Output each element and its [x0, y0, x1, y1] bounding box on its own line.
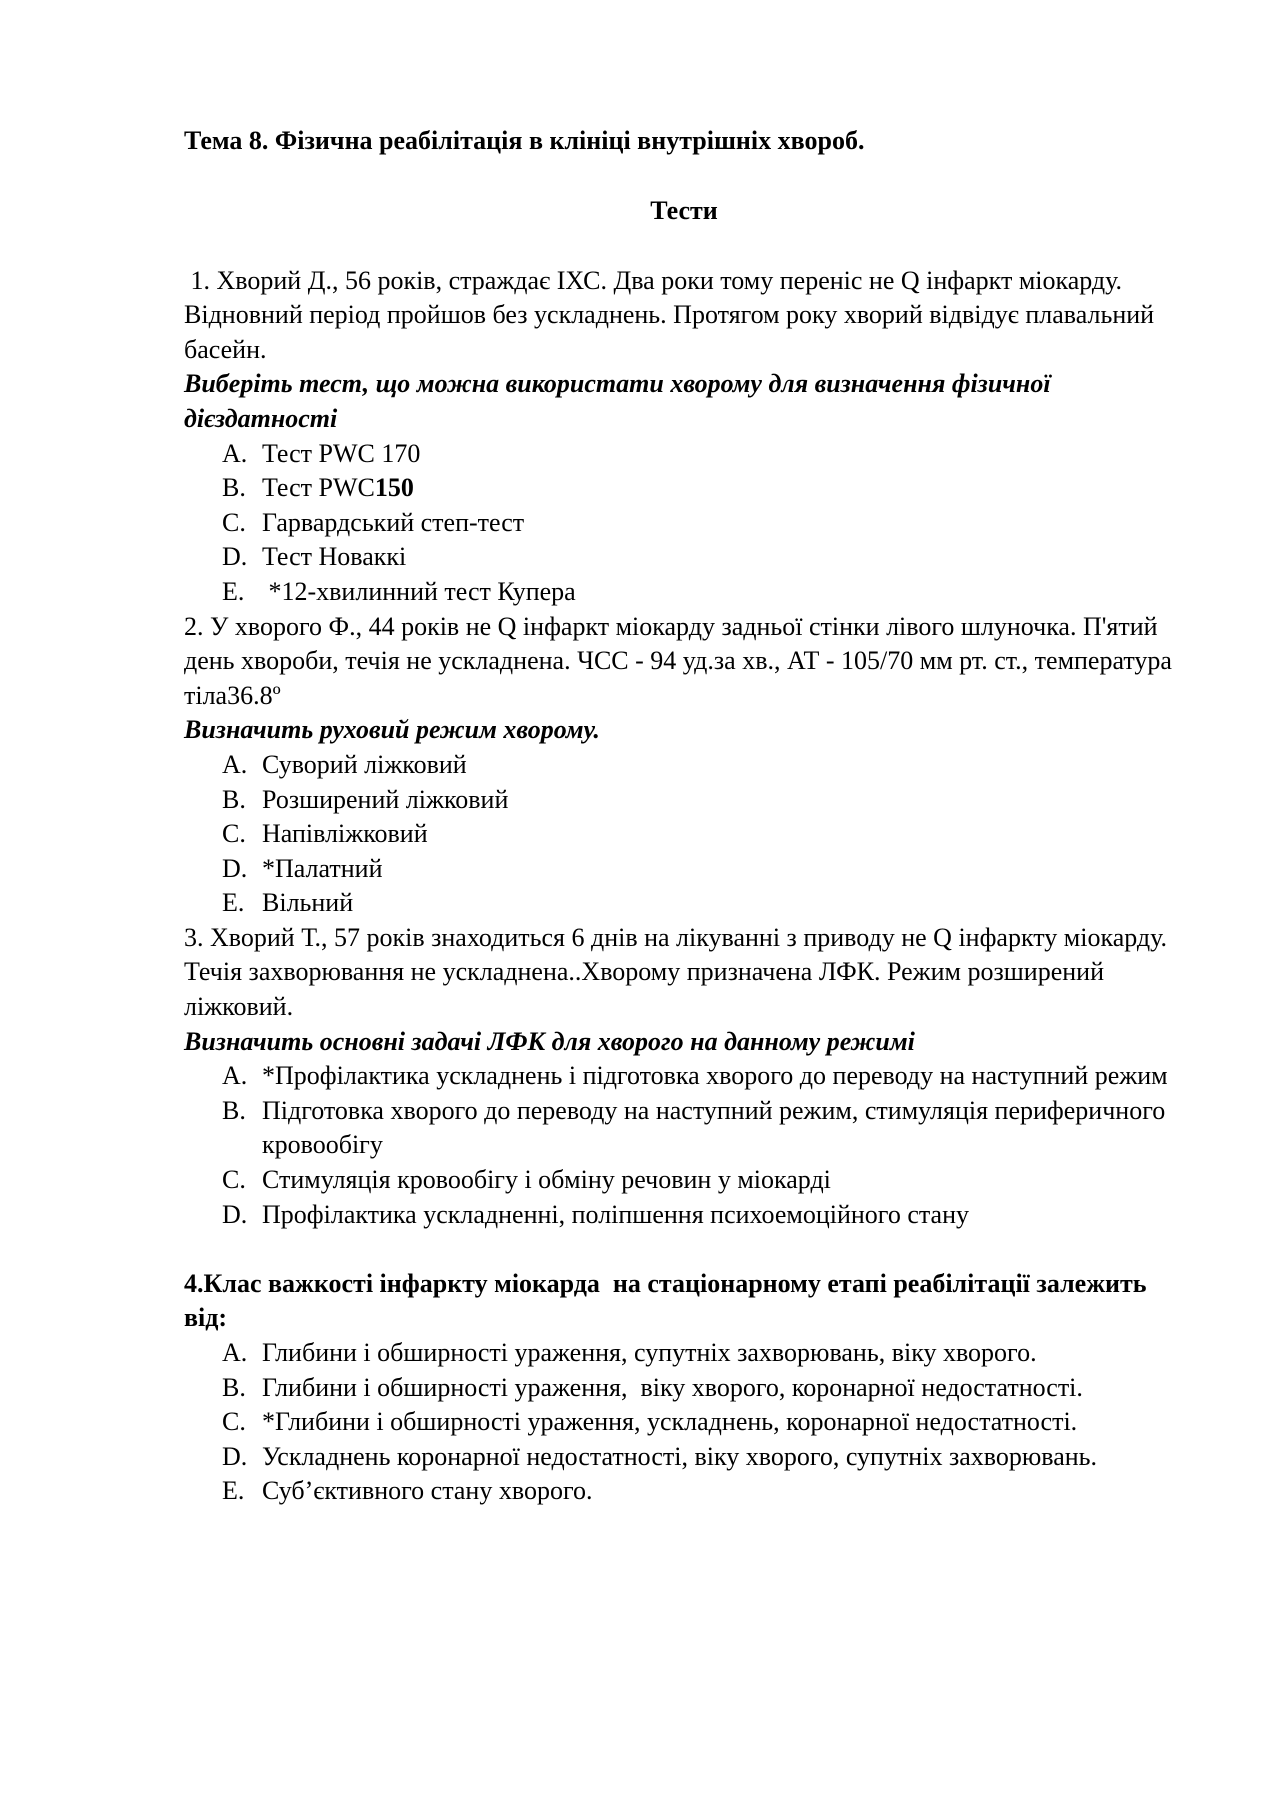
option-letter: D.	[222, 1441, 248, 1471]
section-subtitle: Тести	[650, 196, 718, 225]
option-text-bold: 150	[374, 473, 414, 503]
option-text: *Профілактика ускладнень і підготовка хворого до переводу на наступний режим	[262, 1061, 1168, 1091]
question-instruction: Визначить руховий режим хворому.	[184, 715, 600, 745]
option-text: Тест PWC	[262, 473, 375, 503]
option-text: Тест PWC 170	[262, 438, 421, 468]
document-page	[184, 124, 1184, 1509]
answer-option	[184, 1336, 1184, 1371]
option-letter: A.	[222, 438, 248, 468]
answer-option	[184, 1371, 1184, 1406]
answer-option	[184, 1405, 1184, 1440]
answer-option	[184, 817, 1184, 852]
answer-options	[184, 1336, 1184, 1509]
answer-options	[184, 1059, 1184, 1232]
option-text: Профілактика ускладненні, поліпшення психоемоційного стану	[262, 1199, 970, 1229]
option-text: Розширений ліжковий	[262, 784, 509, 814]
answer-option	[184, 783, 1184, 818]
option-text: *Палатний	[262, 853, 383, 883]
question-stem: 3. Хворий Т., 57 років знаходиться 6 днів на лікуванні з приводу не Q інфаркту міокарду. Течія захворювання не ускладнена..Хворому призначена ЛФК. Режим розширений ліжковий.	[184, 922, 1168, 1022]
question-stem: 1. Хворий Д., 56 років, страждає ІХС. Два роки тому переніс не Q інфаркт міокарду. Відновний період пройшов без ускладнень. Протягом року хворий відвідує плавальний басейн.	[184, 265, 1161, 364]
answer-options	[184, 748, 1184, 921]
option-letter: D.	[222, 1199, 248, 1229]
answer-option	[184, 886, 1184, 921]
answer-option	[184, 1163, 1184, 1198]
option-text: Ускладнень коронарної недостатності, віку хворого, супутніх захворювань.	[262, 1441, 1098, 1471]
option-letter: E.	[222, 1476, 245, 1506]
answer-option	[184, 540, 1184, 575]
page-title: Тема 8. Фізична реабілітація в клініці внутрішніх хвороб.	[184, 126, 865, 155]
question-1	[184, 264, 1184, 610]
answer-option	[184, 575, 1184, 610]
option-letter: E.	[222, 888, 245, 918]
option-text: Глибини і обширності ураження, супутніх захворювань, віку хворого.	[262, 1338, 1037, 1367]
option-text: Стимуляція кровообігу і обміну речовин у міокарді	[262, 1165, 831, 1195]
option-letter: A.	[222, 1061, 248, 1091]
answer-option	[184, 1198, 1184, 1233]
option-text: Суворий ліжковий	[262, 749, 467, 779]
answer-option	[184, 1059, 1184, 1094]
answer-option	[184, 852, 1184, 887]
question-stem: 4.Клас важкості інфаркту міокарда на стаціонарному етапі реабілітації залежить від:	[184, 1268, 1154, 1333]
option-text: *12-хвилинний тест Купера	[262, 576, 576, 606]
option-letter: C.	[222, 507, 246, 537]
option-letter: B.	[222, 473, 246, 503]
spacer	[184, 1232, 1184, 1267]
option-letter: D.	[222, 542, 248, 572]
answer-option	[184, 1474, 1184, 1509]
option-letter: E.	[222, 576, 245, 606]
option-text: Тест Новаккі	[262, 542, 407, 572]
question-instruction: Виберіть тест, що можна використати хворому для визначення фізичної дієздатності	[184, 369, 1051, 433]
question-instruction: Визначить основні задачі ЛФК для хворого на данному режимі	[184, 1026, 915, 1056]
option-text: Глибини і обширності ураження, віку хворого, коронарної недостатності.	[262, 1372, 1083, 1402]
question-3	[184, 921, 1184, 1232]
answer-option	[184, 471, 1184, 506]
option-text: Вільний	[262, 888, 354, 918]
question-2	[184, 610, 1184, 921]
question-4	[184, 1267, 1184, 1509]
answer-option	[184, 1440, 1184, 1475]
option-text: *Глибини і обширності ураження, ускладнень, коронарної недостатності.	[262, 1407, 1078, 1437]
option-letter: C.	[222, 1165, 246, 1195]
option-letter: C.	[222, 819, 246, 849]
option-text: Підготовка хворого до переводу на наступний режим, стимуляція периферичного кровообігу	[262, 1095, 1166, 1160]
answer-option	[184, 748, 1184, 783]
answer-option	[184, 506, 1184, 541]
option-text: Гарвардський степ-тест	[262, 507, 525, 537]
question-stem: 2. У хворого Ф., 44 років не Q інфаркт міокарду задньої стінки лівого шлуночка. П'ятий день хвороби, течія не ускладнена. ЧСС - 94 уд.за хв., АТ - 105/70 мм рт. ст., температура тіла36.8º	[184, 611, 1172, 710]
option-letter: C.	[222, 1407, 246, 1437]
option-letter: A.	[222, 749, 248, 779]
spacer	[184, 229, 1184, 264]
option-letter: B.	[222, 1372, 246, 1402]
option-letter: B.	[222, 784, 246, 814]
option-text: Напівліжковий	[262, 819, 428, 849]
option-letter: B.	[222, 1095, 246, 1125]
option-text: Суб’єктивного стану хворого.	[262, 1476, 593, 1506]
answer-option	[184, 437, 1184, 472]
answer-option	[184, 1094, 1184, 1163]
answer-options	[184, 437, 1184, 610]
option-letter: A.	[222, 1338, 248, 1367]
option-letter: D.	[222, 853, 248, 883]
